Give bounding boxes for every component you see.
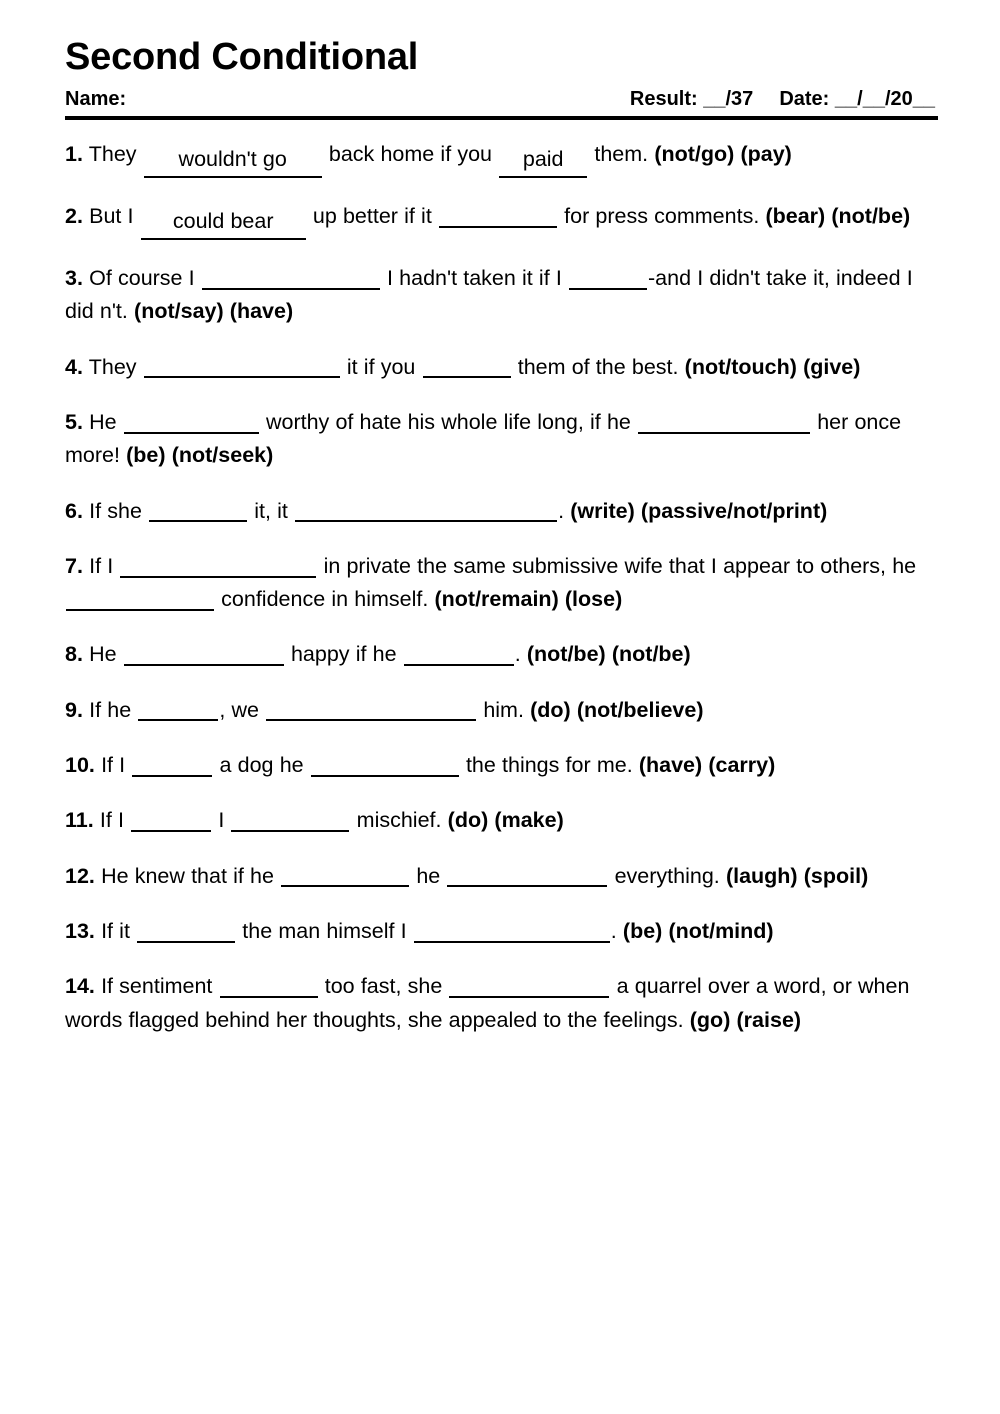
verb-hint: (bear) (not/be) (765, 203, 911, 228)
answer-blank[interactable] (569, 266, 647, 290)
answer-blank[interactable] (220, 974, 318, 998)
answer-blank[interactable] (281, 864, 409, 888)
answer-text: paid (522, 146, 564, 171)
question-item (65, 550, 935, 617)
verb-hint: (not/go) (pay) (654, 141, 792, 166)
verb-hint: (go) (raise) (689, 1007, 802, 1032)
question-text: . (514, 642, 527, 667)
question-text: it, it (248, 498, 295, 523)
question-item (65, 860, 935, 893)
answer-blank-filled[interactable] (144, 143, 322, 178)
question-number: 8. (65, 642, 83, 667)
answer-blank[interactable] (131, 808, 211, 832)
question-text: a quarrel over a word, or when words flagged behind her thoughts, she appealed to the feelings. (65, 974, 910, 1032)
verb-hint: (be) (not/seek) (126, 443, 274, 468)
answer-text: could bear (172, 208, 274, 233)
answer-blank[interactable] (295, 498, 557, 522)
question-item (65, 262, 935, 329)
answer-blank[interactable] (404, 642, 514, 666)
question-text: If he (82, 697, 138, 722)
verb-hint: (not/remain) (lose) (434, 587, 623, 612)
question-list (65, 138, 935, 1037)
page-title: Second Conditional (65, 36, 419, 78)
question-number: 11. (65, 808, 94, 833)
question-item (65, 406, 935, 473)
question-text: worthy of hate his whole life long, if he (259, 409, 638, 434)
verb-hint: (not/touch) (give) (684, 354, 861, 379)
date-value[interactable]: __/__/20__ (834, 87, 935, 110)
verb-hint: (laugh) (spoil) (725, 863, 869, 888)
question-number: 10. (65, 753, 95, 778)
answer-blank-filled[interactable] (499, 143, 587, 178)
answer-blank[interactable] (137, 919, 235, 943)
answer-blank[interactable] (202, 266, 380, 290)
question-number: 5. (65, 409, 83, 434)
question-number: 14. (65, 974, 95, 999)
question-number: 6. (65, 498, 83, 523)
question-text: her once more! (65, 409, 902, 468)
question-item (65, 915, 935, 948)
answer-blank[interactable] (124, 642, 284, 666)
verb-hint: (not/be) (not/be) (526, 642, 691, 667)
date-field[interactable] (779, 88, 935, 111)
question-text: If sentiment (94, 974, 219, 999)
verb-hint: (not/say) (have) (134, 299, 294, 324)
answer-blank[interactable] (124, 410, 259, 434)
question-text: , we (219, 697, 266, 722)
worksheet-header (65, 88, 935, 111)
question-text: back home if you (322, 141, 499, 166)
question-text: confidence in himself. (215, 587, 435, 612)
question-number: 3. (65, 265, 83, 290)
question-item (65, 200, 935, 240)
question-text: the man himself I (236, 919, 413, 944)
question-text: I hadn't taken it if I (380, 265, 569, 290)
answer-blank[interactable] (149, 498, 247, 522)
answer-blank[interactable] (132, 753, 212, 777)
answer-blank[interactable] (439, 204, 557, 228)
question-text: If I (94, 753, 132, 778)
question-item (65, 970, 935, 1037)
question-item (65, 638, 935, 671)
question-text: everything. (608, 863, 726, 888)
question-text: . (610, 919, 623, 944)
question-text: He (82, 409, 123, 434)
answer-blank[interactable] (414, 919, 610, 943)
question-text: They (82, 141, 143, 166)
result-label: Result: (629, 87, 698, 110)
result-field[interactable] (630, 88, 753, 111)
answer-blank[interactable] (144, 354, 340, 378)
question-text: mischief. (350, 808, 448, 833)
question-item (65, 749, 935, 782)
answer-blank[interactable] (138, 698, 218, 722)
question-text: I (212, 808, 231, 833)
question-text: it if you (340, 354, 422, 379)
question-number: 12. (65, 863, 95, 888)
name-field[interactable] (65, 88, 126, 111)
question-item (65, 804, 935, 837)
header-divider (65, 116, 938, 120)
question-text: . (558, 498, 571, 523)
result-value[interactable]: __/37 (703, 87, 754, 110)
question-text: him. (477, 697, 531, 722)
question-text: in private the same submissive wife that I appear to others, he (317, 553, 917, 578)
question-text: They (82, 354, 143, 379)
question-number: 1. (65, 141, 83, 166)
answer-blank[interactable] (423, 354, 511, 378)
answer-blank[interactable] (66, 587, 214, 611)
question-text: He knew that if he (94, 863, 281, 888)
question-text: -and I didn't take it, indeed I did n't. (65, 265, 913, 324)
question-text: them. (588, 141, 655, 166)
answer-blank[interactable] (266, 698, 476, 722)
header-meta (630, 88, 935, 111)
question-text: If I (82, 553, 120, 578)
question-text: a dog he (213, 753, 310, 778)
question-number: 7. (65, 553, 83, 578)
question-number: 9. (65, 697, 83, 722)
verb-hint: (do) (make) (447, 808, 564, 833)
date-label: Date: (779, 87, 830, 110)
verb-hint: (write) (passive/not/print) (570, 498, 828, 523)
question-item (65, 694, 935, 727)
question-number: 13. (65, 919, 95, 944)
answer-blank[interactable] (311, 753, 459, 777)
question-text: happy if he (284, 642, 403, 667)
answer-blank[interactable] (120, 554, 316, 578)
question-item (65, 495, 935, 528)
answer-blank[interactable] (449, 974, 609, 998)
question-number: 4. (65, 354, 83, 379)
question-text: he (410, 863, 447, 888)
question-item (65, 351, 935, 384)
verb-hint: (do) (not/believe) (530, 697, 704, 722)
question-text: He (82, 642, 123, 667)
question-text: But I (82, 203, 140, 228)
answer-blank[interactable] (638, 410, 810, 434)
answer-blank[interactable] (231, 808, 349, 832)
question-text: up better if it (306, 203, 438, 228)
question-text: If she (82, 498, 149, 523)
question-text: If it (94, 919, 137, 944)
question-text: If I (93, 808, 131, 833)
answer-blank[interactable] (447, 864, 607, 888)
answer-text: wouldn't go (178, 146, 287, 171)
verb-hint: (have) (carry) (638, 753, 776, 778)
question-text: them of the best. (511, 354, 685, 379)
question-text: Of course I (82, 265, 201, 290)
answer-blank-filled[interactable] (141, 205, 306, 240)
question-item (65, 138, 935, 178)
question-number: 2. (65, 203, 83, 228)
question-text: the things for me. (459, 753, 639, 778)
question-text: too fast, she (318, 974, 449, 999)
name-label: Name: (65, 87, 127, 110)
verb-hint: (be) (not/mind) (622, 919, 774, 944)
question-text: for press comments. (557, 203, 766, 228)
